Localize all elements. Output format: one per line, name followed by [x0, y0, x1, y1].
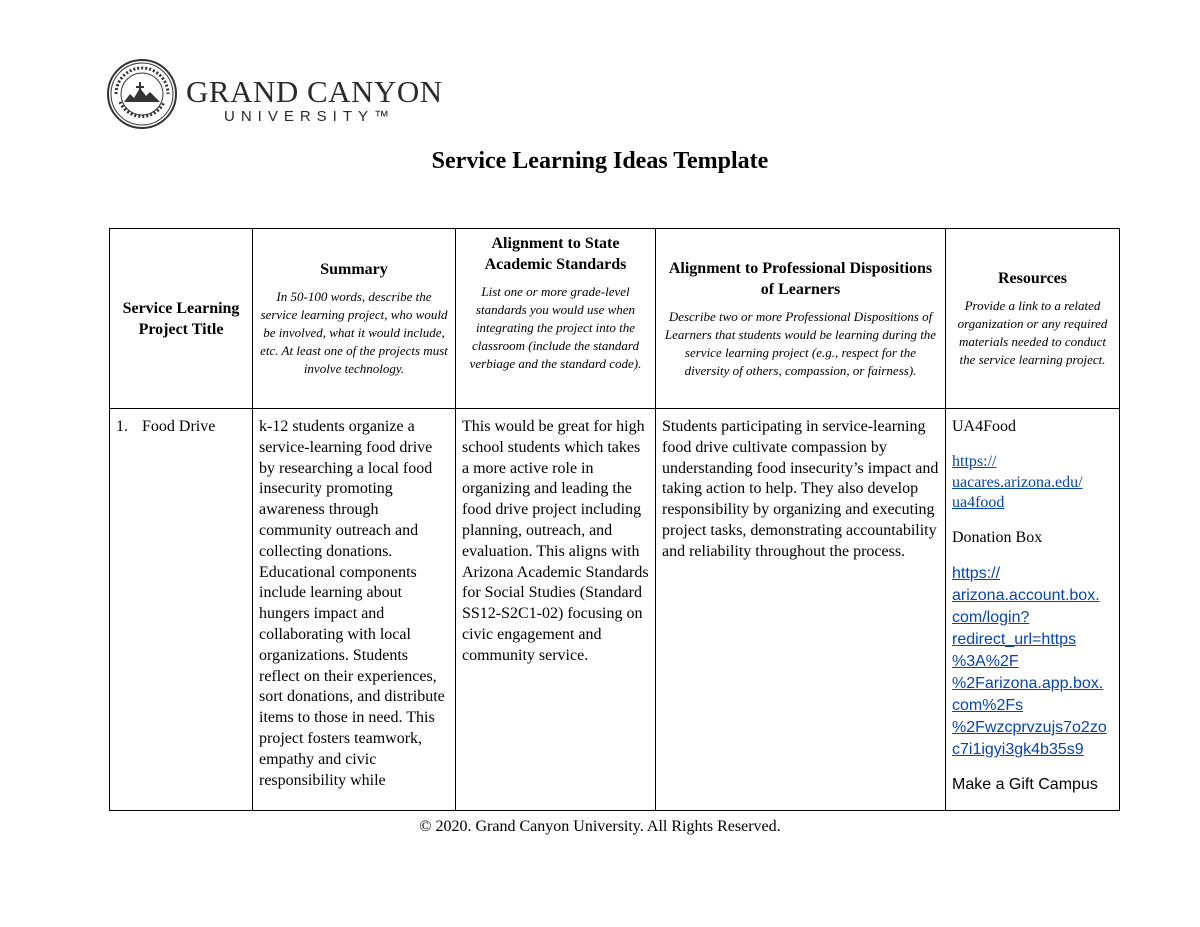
row-title-cell	[110, 409, 253, 811]
header-dispositions-cell	[656, 229, 946, 409]
row-dispositions-cell: Students participating in service-learning food drive cultivate compassion by understanding food insecurity’s impact and taking action to help. They also develop responsibility by organizing and executing project tasks, demonstrating accountability and reliability throughout the process.	[656, 409, 946, 811]
row-number: 1.	[116, 418, 128, 435]
table-row	[110, 409, 1120, 811]
header-dispositions-instructions: Describe two or more Professional Dispositions of Learners that students would be learning during the service learning project (e.g., respect for the diversity of others, compassion, or fairness).	[664, 308, 937, 378]
header-state-cell	[456, 229, 656, 409]
resource-link-ua4food[interactable]: https:// uacares.arizona.edu/ ua4food	[952, 452, 1083, 512]
header-summary: Summary	[320, 261, 388, 278]
row-resources-cell	[946, 409, 1120, 811]
table-header-row	[110, 229, 1120, 409]
logo-name: GRAND CANYON	[186, 74, 443, 109]
logo-subtitle: UNIVERSITY™	[224, 108, 396, 125]
resource-label-ua4food: UA4Food	[952, 418, 1017, 435]
resource-label-donation-box: Donation Box	[952, 529, 1043, 547]
resource-label-make-a-gift: Make a Gift Campus	[952, 775, 1098, 793]
resource-link-donation-box[interactable]: https:// arizona.account.box. com/login? redirect_url=https %3A%2F %2Farizona.app.box. com%2Fs %2Fwzcprvzujs7o2zo c7i1igyi3gk4b35s9	[952, 564, 1107, 758]
footer-copyright: © 2020. Grand Canyon University. All Rights Reserved.	[419, 818, 781, 835]
header-resources-cell	[946, 229, 1120, 409]
header-dispositions: Alignment to Professional Dispositions of Learners	[668, 259, 933, 298]
row-summary-cell: k-12 students organize a service-learning food drive by researching a local food insecurity promoting awareness through community outreach and collecting donations. Educational components include learning about hungers impact and collaborating with local organizations. Students reflect on their experiences, sort donations, and distribute items to those in need. This project fosters teamwork, empathy and civic responsibility while	[253, 409, 456, 811]
gcu-logo	[106, 58, 443, 130]
header-summary-cell	[253, 229, 456, 409]
ideas-table	[109, 228, 1120, 811]
row-title: Food Drive	[142, 418, 216, 435]
header-resources: Resources	[997, 270, 1068, 287]
row-state-cell: This would be great for high school students which takes a more active role in organizing and leading the food drive project including planning, outreach, and evaluation. This aligns with Arizona Academic Standards for Social Studies (Standard SS12-S2C1-02) focusing on civic engagement and community service.	[456, 409, 656, 811]
page-title: Service Learning Ideas Template	[431, 148, 769, 174]
header-summary-instructions: In 50-100 words, describe the service learning project, who would be involved, what it would include, etc. At least one of the projects must involve technology.	[260, 289, 448, 376]
header-state: Alignment to State Academic Standards	[484, 235, 627, 273]
header-state-instructions: List one or more grade-level standards you would use when integrating the project into the classroom (include the standard verbiage and the standard code).	[469, 284, 642, 371]
header-resources-instructions: Provide a link to a related organization or any required materials needed to conduct the service learning project.	[957, 298, 1108, 367]
header-title-cell	[110, 229, 253, 409]
university-seal-icon	[106, 58, 178, 130]
header-title: Service Learning Project Title	[122, 299, 240, 338]
